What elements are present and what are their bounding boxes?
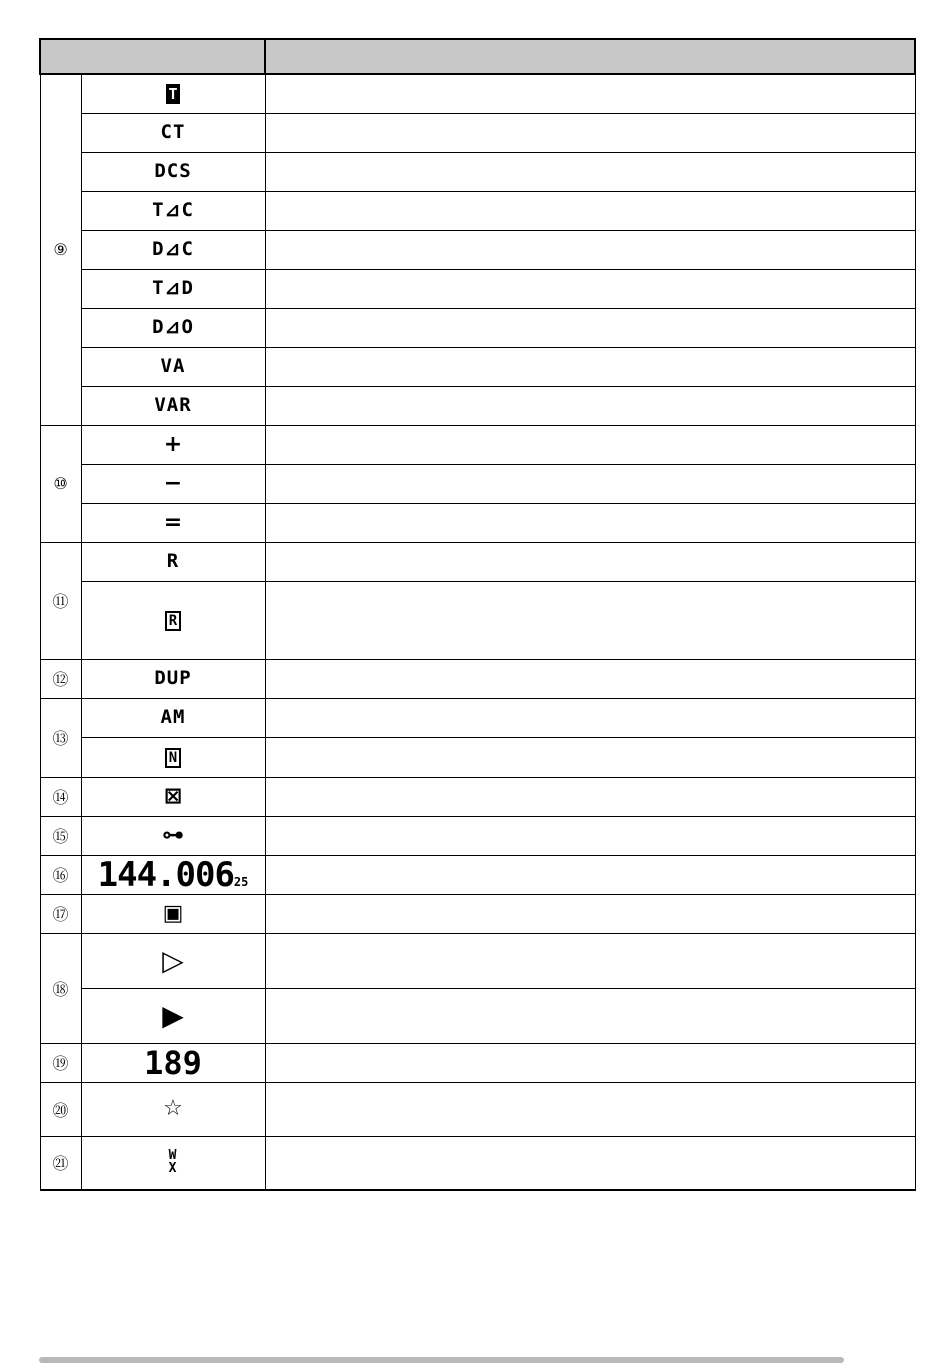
row-number-13: ⑬ xyxy=(40,698,81,777)
table-row xyxy=(40,855,915,894)
description-cell xyxy=(265,347,915,386)
description-cell xyxy=(265,308,915,347)
description-cell xyxy=(265,855,915,894)
tone-indicator: T xyxy=(168,84,178,103)
description-cell xyxy=(265,933,915,988)
table-row xyxy=(40,581,915,659)
row-number-12: ⑫ xyxy=(40,659,81,698)
table-row xyxy=(40,191,915,230)
equal-shift-indicator: = xyxy=(163,509,183,535)
description-cell xyxy=(265,152,915,191)
key-lock-icon: ⊶ xyxy=(162,822,184,848)
description-cell xyxy=(265,74,915,113)
table-row xyxy=(40,74,915,113)
narrow-indicator: N xyxy=(165,748,181,768)
skip-icon: ⊠ xyxy=(163,783,183,809)
var-indicator: VAR xyxy=(154,394,192,416)
indicator-table xyxy=(39,38,916,1191)
footer-bar xyxy=(39,1357,844,1363)
table-row xyxy=(40,816,915,855)
description-cell xyxy=(265,464,915,503)
reverse-indicator: R xyxy=(166,550,180,572)
table-row xyxy=(40,425,915,464)
table-row xyxy=(40,1136,915,1190)
table-row xyxy=(40,308,915,347)
row-number-16: ⑯ xyxy=(40,855,81,894)
triangle-outline-icon: ▷ xyxy=(162,943,184,977)
row-number-9: ⑨ xyxy=(40,74,81,425)
table-row xyxy=(40,988,915,1043)
dcs-ctcss-indicator: D⊿C xyxy=(152,238,194,260)
description-cell xyxy=(265,269,915,308)
frequency-main: 144.006 xyxy=(97,854,234,895)
description-cell xyxy=(265,230,915,269)
description-cell xyxy=(265,1082,915,1136)
description-cell xyxy=(265,581,915,659)
row-number-19: ⑲ xyxy=(40,1043,81,1082)
table-row xyxy=(40,113,915,152)
description-cell xyxy=(265,191,915,230)
row-number-11: ⑪ xyxy=(40,542,81,659)
wx-indicator: W X xyxy=(168,1148,178,1177)
plus-shift-indicator: + xyxy=(163,431,183,457)
description-cell xyxy=(265,894,915,933)
table-row xyxy=(40,1082,915,1136)
tone-dcs-indicator: T⊿D xyxy=(152,277,194,299)
description-cell xyxy=(265,816,915,855)
frequency-sub: 25 xyxy=(233,874,249,889)
table-row xyxy=(40,933,915,988)
row-number-15: ⑮ xyxy=(40,816,81,855)
table-row xyxy=(40,152,915,191)
header-indicator xyxy=(40,39,265,74)
description-cell xyxy=(265,737,915,777)
frequency-display xyxy=(97,854,249,895)
star-icon: ☆ xyxy=(163,1096,183,1121)
description-cell xyxy=(265,503,915,542)
channel-number-display: 189 xyxy=(144,1043,202,1082)
memory-box-icon: ▣ xyxy=(162,900,184,926)
table-row xyxy=(40,542,915,581)
row-number-21: ㉑ xyxy=(40,1136,81,1190)
description-cell xyxy=(265,113,915,152)
description-cell xyxy=(265,659,915,698)
triangle-filled-icon: ▶ xyxy=(162,998,184,1032)
table-row xyxy=(40,698,915,737)
table-row xyxy=(40,347,915,386)
row-number-14: ⑭ xyxy=(40,777,81,816)
description-cell xyxy=(265,988,915,1043)
row-number-20: ⑳ xyxy=(40,1082,81,1136)
table-row xyxy=(40,230,915,269)
dup-indicator: DUP xyxy=(154,667,192,689)
table-row xyxy=(40,894,915,933)
dcs-indicator: DCS xyxy=(154,160,192,182)
table-row xyxy=(40,1043,915,1082)
minus-shift-indicator: − xyxy=(163,470,183,496)
table-row xyxy=(40,269,915,308)
tone-ctcss-indicator: T⊿C xyxy=(152,199,194,221)
am-indicator: AM xyxy=(160,706,186,728)
description-cell xyxy=(265,1136,915,1190)
row-number-17: ⑰ xyxy=(40,894,81,933)
row-number-10: ⑩ xyxy=(40,425,81,542)
table-row xyxy=(40,386,915,425)
header-description xyxy=(265,39,915,74)
ctcss-indicator: CT xyxy=(160,121,186,143)
description-cell xyxy=(265,1043,915,1082)
table-row xyxy=(40,659,915,698)
description-cell xyxy=(265,542,915,581)
table-row xyxy=(40,777,915,816)
table-row xyxy=(40,503,915,542)
table-row xyxy=(40,737,915,777)
description-cell xyxy=(265,777,915,816)
va-indicator: VA xyxy=(160,355,186,377)
header-row xyxy=(40,39,915,74)
description-cell xyxy=(265,698,915,737)
dcs-off-indicator: D⊿O xyxy=(152,316,194,338)
description-cell xyxy=(265,425,915,464)
row-number-18: ⑱ xyxy=(40,933,81,1043)
reverse-box-indicator: R xyxy=(165,611,181,631)
description-cell xyxy=(265,386,915,425)
table-row xyxy=(40,464,915,503)
